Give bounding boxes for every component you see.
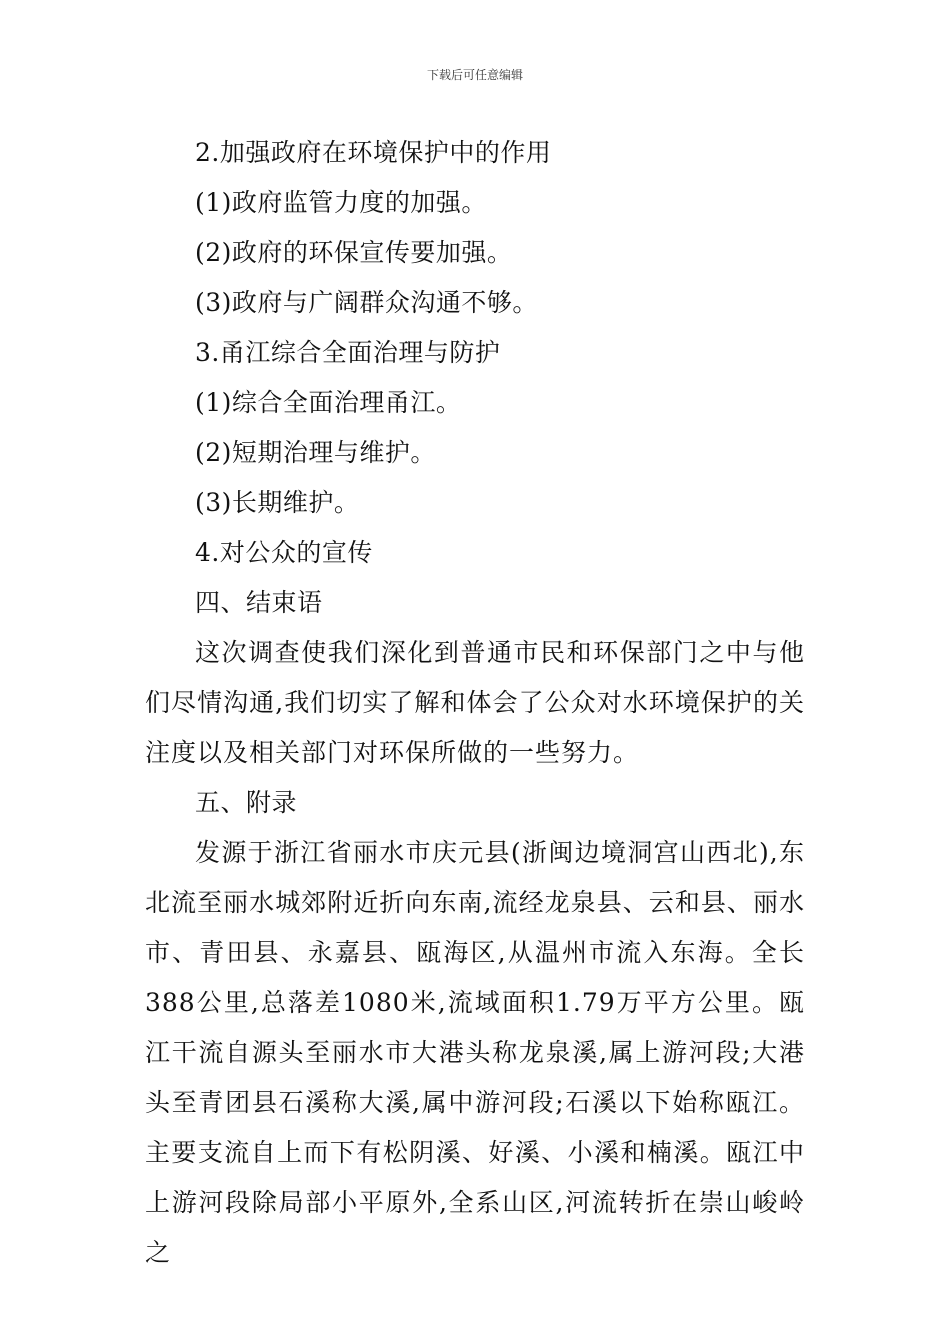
page-header-note: 下载后可任意编辑 [426, 68, 523, 82]
document-body [145, 128, 805, 1278]
section-heading-public-publicity: 4.对公众的宣传 [195, 538, 373, 567]
list-item: (3)长期维护。 [195, 488, 360, 517]
list-item: (3)政府与广阔群众沟通不够。 [195, 288, 538, 317]
list-item: (1)综合全面治理甬江。 [195, 388, 462, 417]
list-item: (2)政府的环保宣传要加强。 [195, 238, 513, 267]
section-heading-government-role: 2.加强政府在环境保护中的作用 [195, 138, 552, 167]
appendix-paragraph: 发源于浙江省丽水市庆元县(浙闽边境洞宫山西北),东北流至丽水城郊附近折向东南,流经龙泉县、云和县、丽水市、青田县、永嘉县、瓯海区,从温州市流入东海。全长388公里,总落差1080米,流域面积1.79万平方公里。瓯江干流自源头至丽水市大港头称龙泉溪,属上游河段;大港头至青团县石溪称大溪,属中游河段;石溪以下始称瓯江。主要支流自上而下有松阴溪、好溪、小溪和楠溪。瓯江中上游河段除局部小平原外,全系山区,河流转折在崇山峻岭之 [145, 838, 805, 1267]
conclusion-paragraph: 这次调查使我们深化到普通市民和环保部门之中与他们尽情沟通,我们切实了解和体会了公众对水环境保护的关注度以及相关部门对环保所做的一些努力。 [145, 638, 805, 767]
section-heading-yongjiang-governance: 3.甬江综合全面治理与防护 [195, 338, 501, 367]
list-item: (1)政府监管力度的加强。 [195, 188, 487, 217]
list-item: (2)短期治理与维护。 [195, 438, 436, 467]
section-heading-appendix: 五、附录 [195, 788, 298, 817]
section-heading-conclusion: 四、结束语 [195, 588, 323, 617]
